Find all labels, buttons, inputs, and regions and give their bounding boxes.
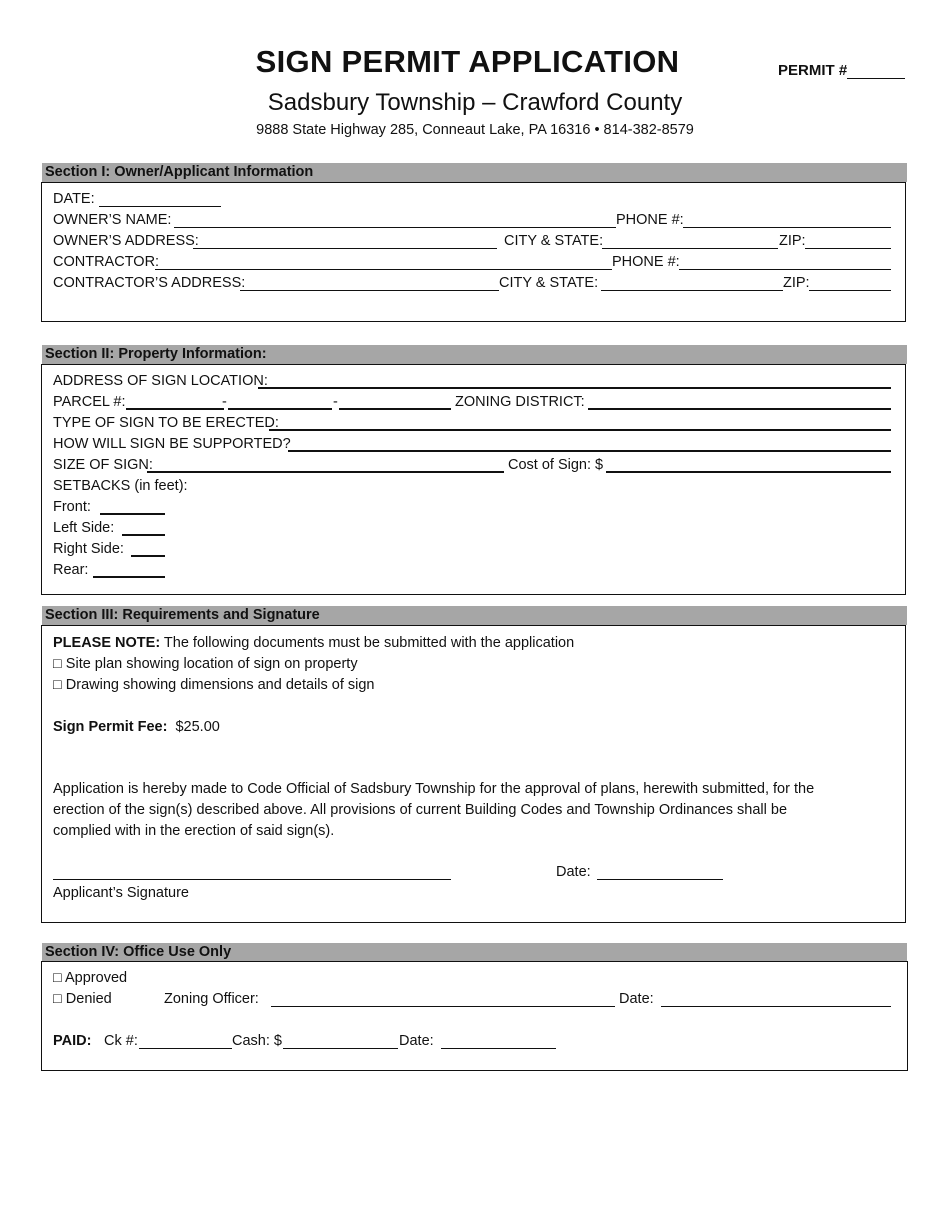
denied-row [53,989,893,1009]
requirement-item-drawing[interactable] [53,675,375,695]
setback-left-input[interactable] [122,534,165,536]
sign-size-input[interactable] [147,471,504,473]
owners-name-label: OWNER’S NAME: [53,212,172,228]
sign-cost-input[interactable] [606,471,891,473]
page-title: SIGN PERMIT APPLICATION [255,44,680,79]
approved-label: Approved [65,970,128,986]
contractor-phone-label: PHONE #: [612,254,680,270]
phone-label: PHONE #: [616,212,684,228]
date-label: DATE: [53,191,95,207]
permit-number-field[interactable] [778,62,905,79]
sign-support-input[interactable] [288,450,891,452]
check-number-input[interactable] [139,1048,232,1049]
sign-address-input[interactable] [258,387,891,389]
zoning-officer-input[interactable] [271,1006,615,1007]
setback-rear-input[interactable] [93,576,165,578]
please-note [53,633,574,653]
cash-label: Cash: $ [232,1033,282,1049]
parcel-dash-1: - [222,394,227,410]
owner-zip-input[interactable] [805,248,891,249]
declaration-line: erection of the sign(s) described above. All provisions of current Building Codes and Township Ordinances shall be [53,802,788,818]
requirement-item-label: Site plan showing location of sign on property [65,656,358,672]
zoning-district-input[interactable] [588,408,891,410]
contractor-address-input[interactable] [240,290,499,291]
please-note-bold: PLEASE NOTE: [53,635,161,651]
sign-type-label: TYPE OF SIGN TO BE ERECTED: [53,415,279,431]
section-2-heading: Section II: Property Information: [42,345,907,364]
contractor-city-state-label: CITY & STATE: [499,275,599,291]
contractor-city-state-input[interactable] [601,290,783,291]
requirement-item-label: Drawing showing dimensions and details of sign [65,677,375,693]
section-1-heading: Section I: Owner/Applicant Information [42,163,907,182]
paid-label: PAID: [53,1033,92,1049]
parcel-part-3-input[interactable] [339,408,451,410]
parcel-label: PARCEL #: [53,394,126,410]
contractor-zip-label: ZIP: [783,275,810,291]
sign-size-label: SIZE OF SIGN: [53,457,153,473]
owner-city-state-input[interactable] [602,248,778,249]
contractor-address-label: CONTRACTOR’S ADDRESS: [53,275,246,291]
parcel-part-2-input[interactable] [228,408,332,410]
declaration-line: Application is hereby made to Code Official of Sadsbury Township for the approval of plans, herewith submitted, for the [53,781,815,797]
approved-option[interactable] [53,968,127,988]
setbacks-label: SETBACKS (in feet): [53,478,188,494]
paid-date-label: Date: [399,1033,434,1049]
setback-left-label: Left Side: [53,520,115,536]
contractor-phone-input[interactable] [679,269,891,270]
office-date-input[interactable] [661,1006,891,1007]
owner-phone-input[interactable] [683,227,891,228]
owners-address-input[interactable] [193,248,497,249]
denied-option[interactable] [53,989,112,1009]
parcel-dash-2: - [333,394,338,410]
sign-address-label: ADDRESS OF SIGN LOCATION: [53,373,268,389]
applicant-signature-label: Applicant’s Signature [53,885,189,901]
section-4-box [41,961,908,1071]
section-1-box [41,182,906,322]
requirement-item-site-plan[interactable] [53,654,358,674]
contractor-label: CONTRACTOR: [53,254,160,270]
township-address: 9888 State Highway 285, Conneaut Lake, PA 16316 • 814-382-8579 [256,122,694,138]
date-input[interactable] [99,206,221,207]
check-number-label: Ck #: [104,1033,138,1049]
office-date-label: Date: [619,991,654,1007]
zoning-district-label: ZONING DISTRICT: [455,394,585,410]
sign-type-input[interactable] [269,429,891,431]
setback-right-label: Right Side: [53,541,124,557]
setback-right-input[interactable] [131,555,165,557]
sign-support-label: HOW WILL SIGN BE SUPPORTED? [53,436,291,452]
denied-label: Denied [65,991,112,1007]
section-3-heading: Section III: Requirements and Signature [42,606,907,625]
permit-fee-label: Sign Permit Fee: [53,719,168,735]
applicant-signature-line[interactable] [53,879,451,880]
checkbox-icon[interactable]: □ [53,677,62,693]
section-4-heading: Section IV: Office Use Only [42,943,907,962]
paid-date-input[interactable] [441,1048,556,1049]
setback-front-label: Front: [53,499,91,515]
setback-rear-label: Rear: [53,562,89,578]
paid-row [53,1031,653,1051]
checkbox-icon[interactable]: □ [53,970,62,986]
please-note-text: The following documents must be submitted with the application [160,635,575,651]
signature-date-label: Date: [556,864,591,880]
signature-date-input[interactable] [597,879,723,880]
contractor-zip-input[interactable] [809,290,891,291]
zip-label: ZIP: [779,233,806,249]
checkbox-icon[interactable]: □ [53,656,62,672]
permit-number-label: PERMIT # [778,62,848,79]
declaration-text [53,779,893,842]
cash-input[interactable] [283,1048,398,1049]
parcel-part-1-input[interactable] [126,408,224,410]
permit-fee [53,717,220,737]
checkbox-icon[interactable]: □ [53,991,62,1007]
declaration-line: complied with in the erection of said sign(s). [53,823,335,839]
permit-fee-value: $25.00 [175,719,220,735]
city-state-label: CITY & STATE: [504,233,604,249]
owners-name-input[interactable] [174,227,616,228]
setback-front-input[interactable] [100,513,165,515]
sign-cost-label: Cost of Sign: $ [508,457,604,473]
township-name: Sadsbury Township – Crawford County [267,89,683,116]
zoning-officer-label: Zoning Officer: [164,991,259,1007]
owners-address-label: OWNER’S ADDRESS: [53,233,199,249]
permit-number-line [847,63,905,79]
contractor-input[interactable] [155,269,612,270]
